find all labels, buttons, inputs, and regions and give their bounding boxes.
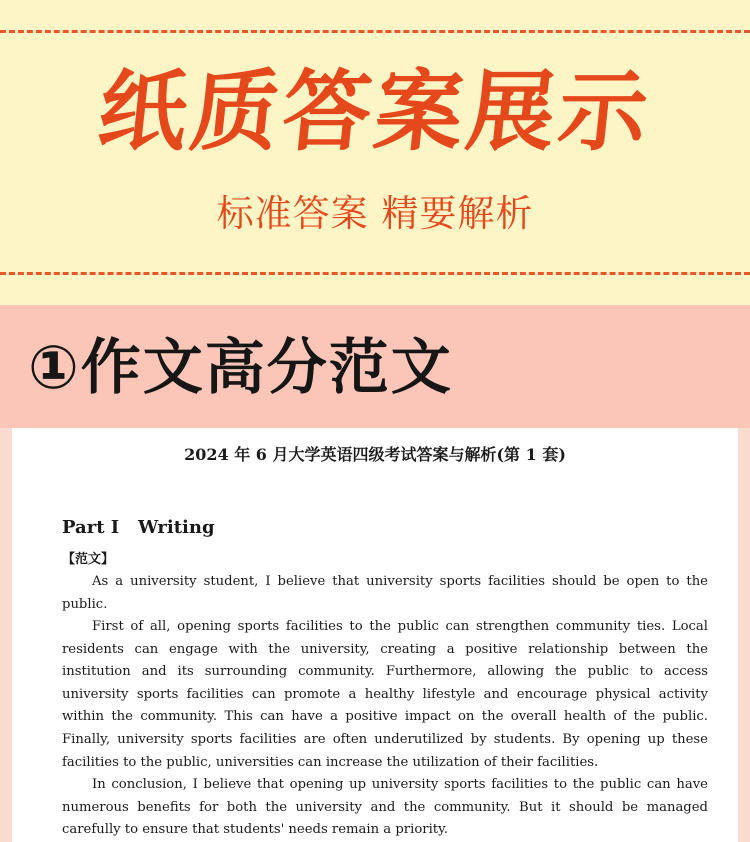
essay-paragraph: First of all, opening sports facilities to the public can strengthen community ties. Local residents can engage with the university, creating a positive relationship between the institution and its surrounding community. Furthermore, allowing the public to access university sports facilities can promote a healthy lifestyle and encourage physical activity within the community. This can have a positive impact on the overall health of the public. Finally, university sports facilities are often underutilized by students. By opening up these facilities to the public, universities can increase the utilization of their facilities.	[62, 619, 708, 770]
sample-essay-tag: 【范文】	[62, 552, 115, 567]
section-heading: ①作文高分范文	[28, 333, 453, 403]
promo-banner	[0, 0, 750, 305]
essay-paragraph: As a university student, I believe that university sports facilities should be open to the public.	[62, 574, 708, 612]
dashed-divider-bottom	[0, 272, 750, 275]
dashed-divider-top	[0, 30, 750, 33]
banner-title: 纸质答案展示	[93, 60, 657, 163]
part-heading: Part I Writing	[62, 517, 215, 538]
answer-sheet-page	[12, 428, 738, 842]
document-title: 2024 年 6 月大学英语四级考试答案与解析(第 1 套)	[184, 445, 566, 464]
essay-paragraph: In conclusion, I believe that opening up university sports facilities to the public can have numerous benefits for both the university and the community. But it should be managed carefully to ensure that students' needs remain a priority.	[62, 777, 708, 838]
banner-subtitle: 标准答案 精要解析	[216, 192, 534, 235]
